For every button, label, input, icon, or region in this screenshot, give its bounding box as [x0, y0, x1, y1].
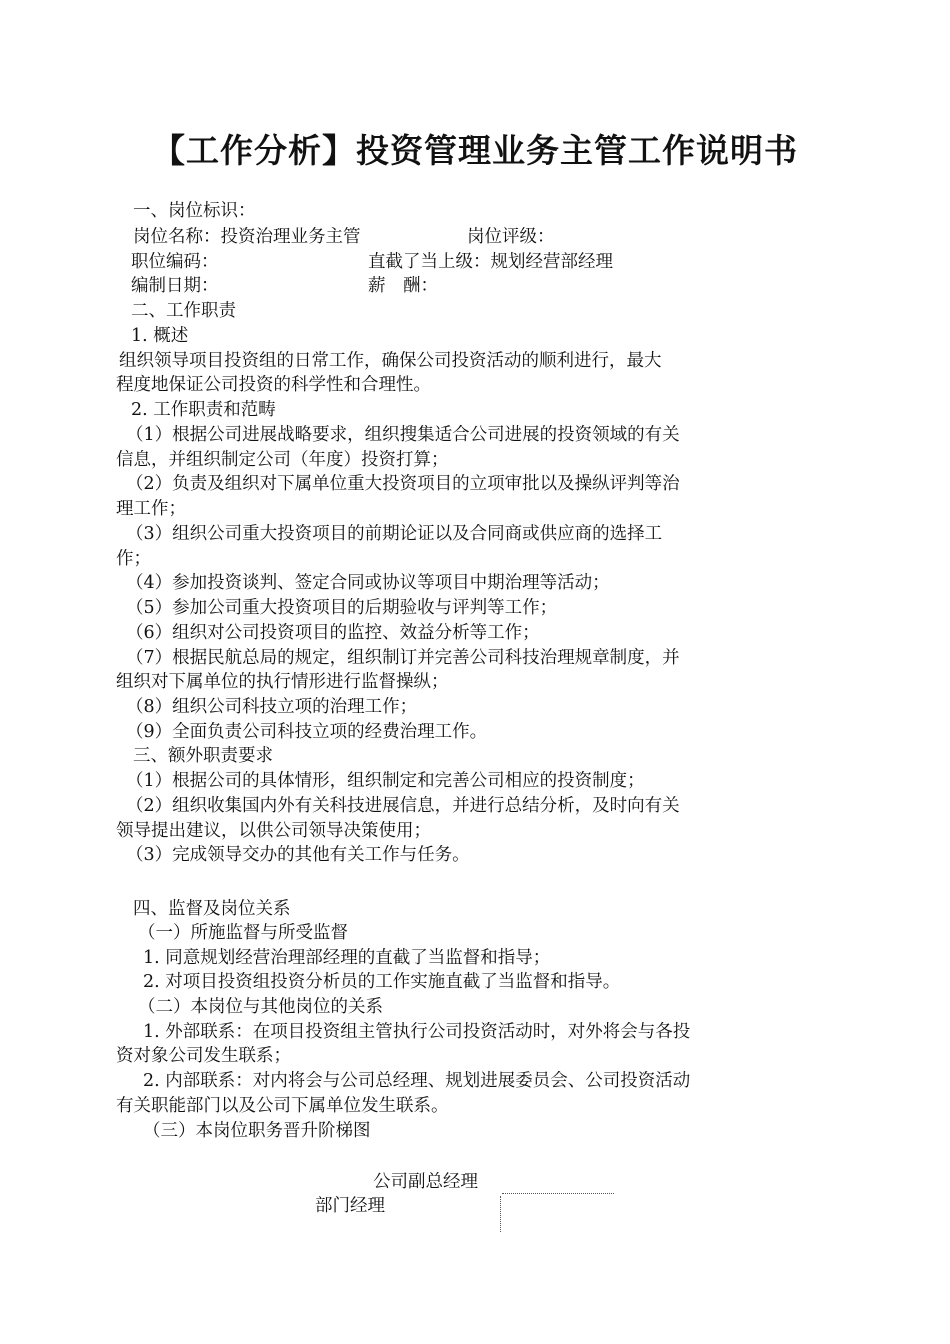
ladder-connector-horizontal — [502, 1193, 614, 1194]
subsection-heading: （三）本岗位职务晋升阶梯图 — [143, 1121, 371, 1141]
list-item: 2. 对项目投资组投资分析员的工作实施直截了当监督和指导。 — [143, 972, 621, 992]
subsection-heading: 2. 工作职责和范畴 — [131, 400, 276, 420]
list-item: 1. 外部联系：在项目投资组主管执行公司投资活动时，对外将会与各投 — [143, 1022, 691, 1042]
paragraph-line: 组织领导项目投资组的日常工作，确保公司投资活动的顺利进行，最大 — [119, 351, 662, 371]
list-item: （1）根据公司进展战略要求，组织搜集适合公司进展的投资领域的有关 — [126, 425, 680, 445]
subsection-heading: 1. 概述 — [131, 326, 189, 346]
list-item: （6）组织对公司投资项目的监控、效益分析等工作； — [126, 623, 540, 643]
field-label: 薪 酬： — [368, 276, 438, 296]
list-item-continued: 资对象公司发生联系； — [116, 1046, 291, 1066]
ladder-node-dept-manager: 部门经理 — [315, 1196, 385, 1216]
document-title: 【工作分析】投资管理业务主管工作说明书 — [152, 131, 798, 170]
list-item: （7）根据民航总局的规定，组织制订并完善公司科技治理规章制度，并 — [126, 648, 680, 668]
list-item: （9）全面负责公司科技立项的经费治理工作。 — [126, 722, 488, 742]
field-label: 编制日期： — [131, 276, 219, 296]
section-heading: 四、监督及岗位关系 — [133, 899, 291, 919]
list-item-continued: 信息，并组织制定公司（年度）投资打算； — [116, 450, 449, 470]
list-item: （3）组织公司重大投资项目的前期论证以及合同商或供应商的选择工 — [126, 524, 663, 544]
list-item: （5）参加公司重大投资项目的后期验收与评判等工作； — [126, 598, 558, 618]
list-item: （1）根据公司的具体情形，组织制定和完善公司相应的投资制度； — [126, 771, 645, 791]
subsection-heading: （二）本岗位与其他岗位的关系 — [138, 997, 383, 1017]
list-item: （2）负责及组织对下属单位重大投资项目的立项审批以及操纵评判等治 — [126, 474, 680, 494]
list-item-continued: 有关职能部门以及公司下属单位发生联系。 — [116, 1096, 449, 1116]
list-item: （8）组织公司科技立项的治理工作； — [126, 697, 418, 717]
field-label: 职位编码： — [131, 252, 219, 272]
list-item: （3）完成领导交办的其他有关工作与任务。 — [126, 845, 470, 865]
field-label: 岗位名称：投资治理业务主管 — [133, 227, 361, 247]
field-label: 岗位评级： — [467, 227, 555, 247]
list-item: （4）参加投资谈判、签定合同或协议等项目中期治理等活动； — [126, 573, 610, 593]
section-heading: 一、岗位标识： — [133, 201, 256, 221]
list-item-continued: 作； — [116, 549, 151, 569]
list-item: （2）组织收集国内外有关科技进展信息，并进行总结分析，及时向有关 — [126, 796, 680, 816]
ladder-node-vice-gm: 公司副总经理 — [373, 1172, 478, 1192]
list-item: 2. 内部联系：对内将会与公司总经理、规划进展委员会、公司投资活动 — [143, 1071, 691, 1091]
subsection-heading: （一）所施监督与所受监督 — [138, 923, 348, 943]
section-heading: 三、额外职责要求 — [133, 746, 273, 766]
paragraph-line: 程度地保证公司投资的科学性和合理性。 — [116, 375, 431, 395]
list-item: 1. 同意规划经营治理部经理的直截了当监督和指导； — [143, 948, 551, 968]
field-label: 直截了当上级：规划经营部经理 — [368, 252, 613, 272]
list-item-continued: 理工作； — [116, 499, 186, 519]
ladder-connector-vertical — [500, 1196, 501, 1232]
list-item-continued: 组织对下属单位的执行情形进行监督操纵； — [116, 672, 449, 692]
list-item-continued: 领导提出建议，以供公司领导决策使用； — [116, 821, 431, 841]
section-heading: 二、工作职责 — [131, 301, 236, 321]
